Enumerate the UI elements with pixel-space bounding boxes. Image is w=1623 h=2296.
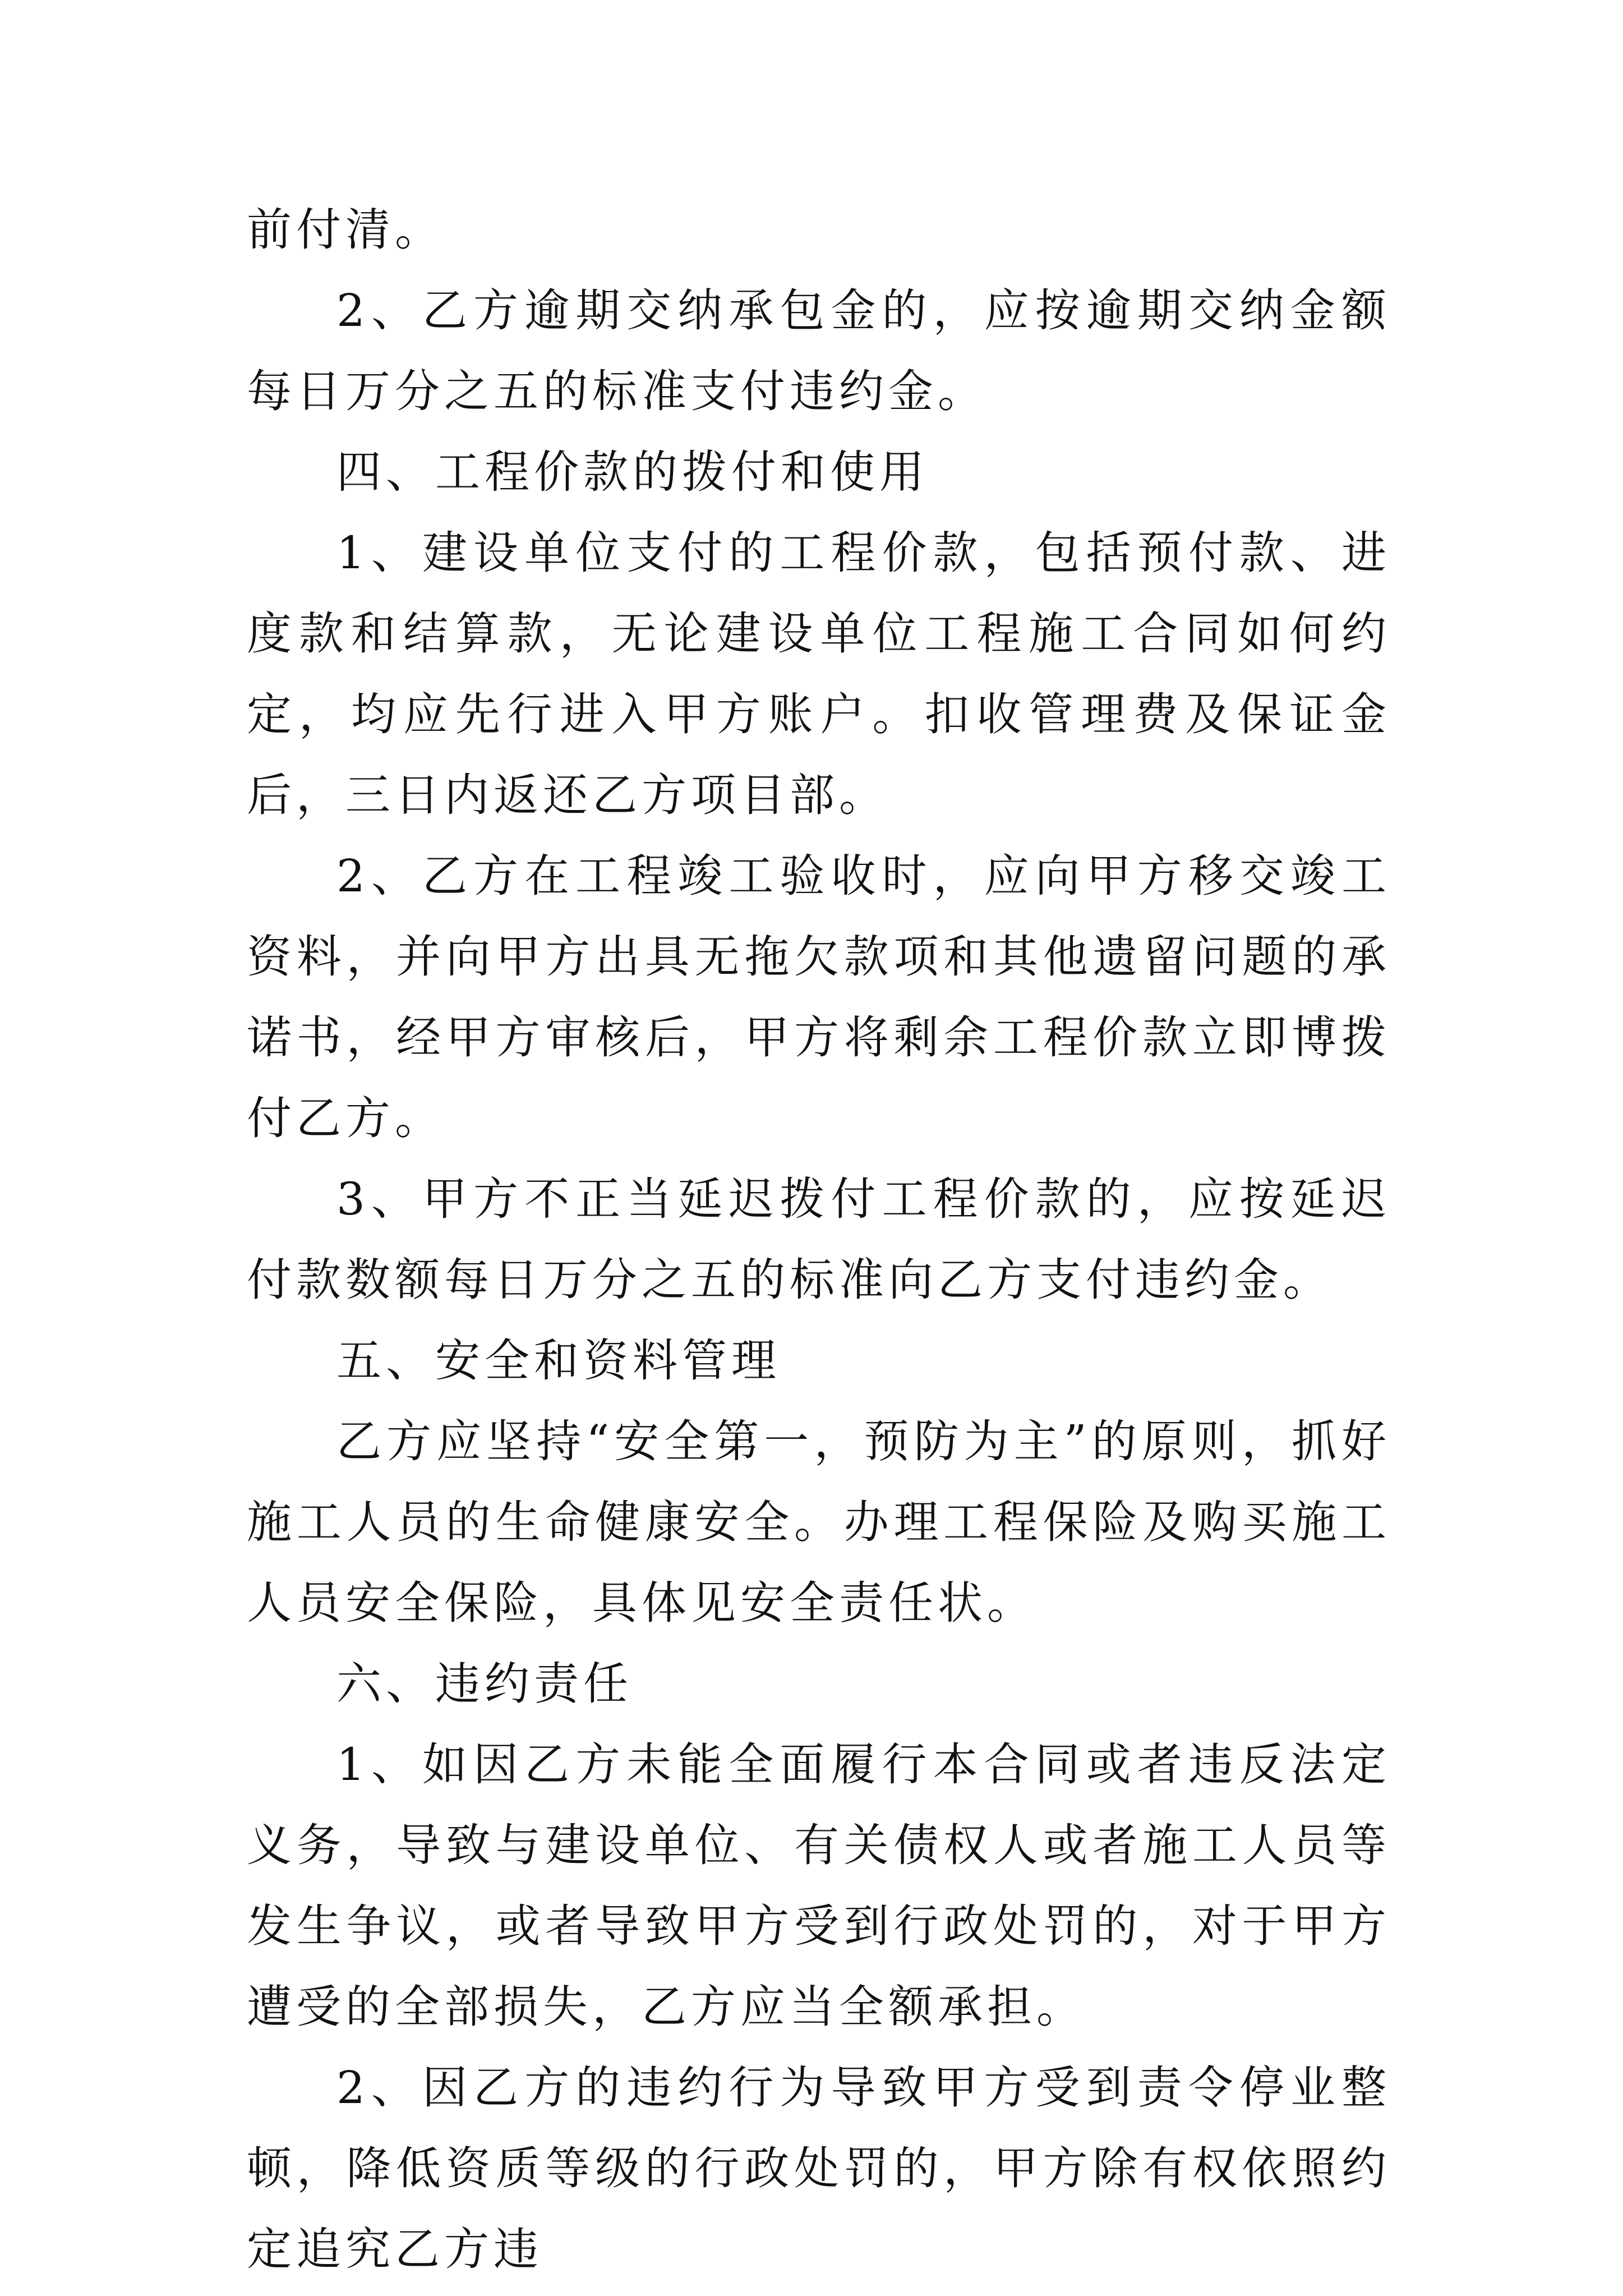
section-heading-payment: 四、工程价款的拨付和使用 <box>336 446 929 498</box>
section-heading-safety: 五、安全和资料管理 <box>336 1335 781 1387</box>
paragraph-payment-3: 3、甲方不正当延迟拨付工程价款的，应按延迟付款数额每日万分之五的标准向乙方支付违约金。 <box>247 1173 1391 1306</box>
paragraph-payment-2: 2、乙方在工程竣工验收时，应向甲方移交竣工资料，并向甲方出具无拖欠款项和其他遗留问题的承诺书，经甲方审核后，甲方将剩余工程价款立即博拨付乙方。 <box>247 850 1391 1144</box>
paragraph-continuation: 前付清。 <box>247 204 444 256</box>
paragraph-safety: 乙方应坚持“安全第一，预防为主”的原则，抓好施工人员的生命健康安全。办理工程保险及购买施工人员安全保险，具体见安全责任状。 <box>247 1415 1391 1629</box>
section-heading-breach: 六、违约责任 <box>336 1658 633 1710</box>
paragraph-breach-1: 1、如因乙方未能全面履行本合同或者违反法定义务，导致与建设单位、有关债权人或者施工人员等发生争议，或者导致甲方受到行政处罚的，对于甲方遭受的全部损失，乙方应当全额承担。 <box>247 1738 1391 2033</box>
document-body <box>247 190 1391 2290</box>
paragraph-breach-2: 2、因乙方的违约行为导致甲方受到责令停业整顿，降低资质等级的行政处罚的，甲方除有权依照约定追究乙方违 <box>247 2062 1391 2275</box>
paragraph-payment-1: 1、建设单位支付的工程价款，包括预付款、进度款和结算款，无论建设单位工程施工合同如何约定，均应先行进入甲方账户。扣收管理费及保证金后，三日内返还乙方项目部。 <box>247 527 1391 821</box>
paragraph-late-payment: 2、乙方逾期交纳承包金的，应按逾期交纳金额每日万分之五的标准支付违约金。 <box>247 284 1391 417</box>
